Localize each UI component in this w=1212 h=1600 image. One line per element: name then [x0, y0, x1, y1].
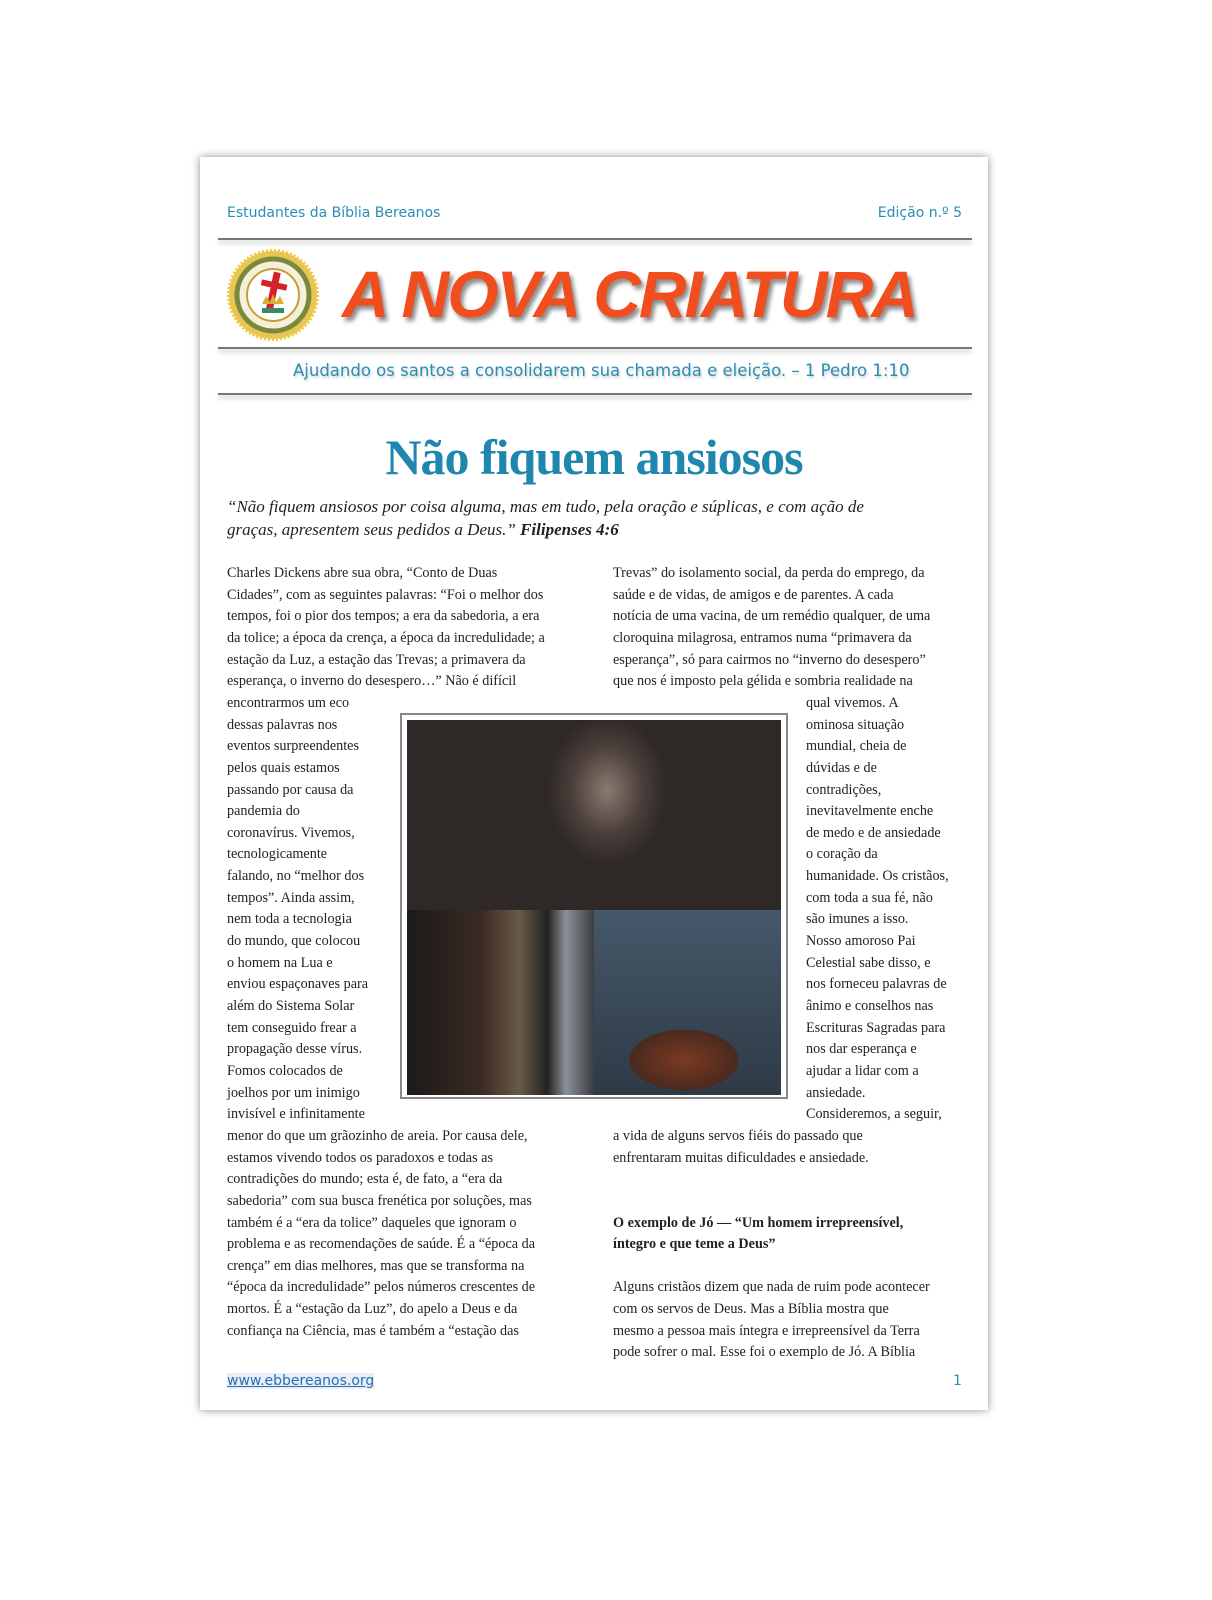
body-text-line: qual vivemos. A [806, 694, 899, 711]
masthead-title: A NOVA CRIATURA [342, 257, 917, 331]
body-text-line: o homem na Lua e [227, 954, 333, 971]
body-text-line: Escrituras Sagradas para [806, 1019, 946, 1036]
body-text-line: ânimo e conselhos nas [806, 998, 934, 1014]
page-number: 1 [953, 1373, 962, 1389]
body-text-line: tem conseguido frear a [227, 1019, 357, 1036]
body-text-line: enviou espaçonaves para [227, 976, 369, 993]
body-text-line: ajudar a lidar com a [806, 1062, 919, 1079]
body-text-line: são imunes a isso. [806, 911, 909, 928]
body-text-line: ansiedade. [806, 1084, 866, 1101]
body-text-line: além do Sistema Solar [227, 998, 355, 1014]
body-text-line: humanidade. Os cristãos, [806, 868, 949, 885]
body-text-line: pelos quais estamos [227, 759, 340, 776]
body-text-line: pode sofrer o mal. Esse foi o exemplo de Jó. A Bíblia [613, 1344, 916, 1361]
body-text-line: encontrarmos um eco [227, 694, 350, 711]
section-heading-line: O exemplo de Jó — “Um homem irrepreensível, [613, 1214, 904, 1231]
body-text-line: Cidades”, com as seguintes palavras: “Foi o melhor dos [227, 586, 544, 603]
organization-logo [226, 248, 320, 342]
body-text-line: contradições, [806, 781, 882, 798]
body-text-line: passando por causa da [227, 781, 354, 798]
body-text-line: mortos. É a “estação da Luz”, do apelo a Deus e da [227, 1301, 518, 1318]
body-text-line: inevitavelmente enche [806, 803, 934, 820]
body-text-line: Alguns cristãos dizem que nada de ruim pode acontecer [613, 1279, 930, 1296]
body-text-line: invisível e infinitamente [227, 1106, 365, 1123]
body-text-line: nos dar esperança e [806, 1041, 917, 1058]
body-text-line: Charles Dickens abre sua obra, “Conto de Duas [227, 565, 498, 581]
body-text-line: dúvidas e de [806, 759, 877, 776]
body-text-line: enfrentaram muitas dificuldades e ansiedade. [613, 1149, 869, 1166]
body-text-line: problema e as recomendações de saúde. É a “época da [227, 1236, 536, 1253]
body-text-line: esperança”, só para cairmos no “inverno do desespero” [613, 651, 926, 668]
body-text-line: notícia de uma vacina, de um remédio qualquer, de uma [613, 608, 931, 625]
body-text-line: joelhos por um inimigo [227, 1084, 360, 1101]
body-text-line: “época da incredulidade” pelos números crescentes de [227, 1279, 536, 1296]
edition-number: Edição n.º 5 [877, 205, 962, 221]
body-text-line: contradições do mundo; esta é, de fato, a “era da [227, 1171, 503, 1188]
body-text-line: da tolice; a época da crença, a época da incredulidade; a [227, 629, 545, 646]
body-text-line: tempos”. Ainda assim, [227, 889, 355, 906]
website-link[interactable]: www.ebbereanos.org [227, 1373, 375, 1389]
body-text-line: ominosa situação [806, 716, 905, 733]
body-text-line: Consideremos, a seguir, [806, 1106, 942, 1123]
body-text-line: mundial, cheia de [806, 738, 907, 755]
body-text-line: tecnologicamente [227, 846, 328, 863]
body-text-line: que nos é imposto pela gélida e sombria realidade na [613, 673, 913, 690]
body-text-line: a vida de alguns servos fiéis do passado que [613, 1127, 863, 1144]
article-image-collage [400, 713, 788, 1099]
body-text-line: Nosso amoroso Pai [806, 933, 916, 950]
body-text-line: falando, no “melhor dos [227, 868, 365, 885]
header-divider [218, 238, 972, 240]
body-text-line: confiança na Ciência, mas é também a “estação das [227, 1322, 519, 1339]
body-text-line: cloroquina milagrosa, entramos numa “primavera da [613, 629, 912, 646]
anxious-woman-photo [407, 720, 781, 910]
body-text-line: tempos, foi o pior dos tempos; a era da sabedoria, a era [227, 608, 540, 625]
article-title: Não fiquem ansiosos [385, 429, 803, 485]
body-text-line: com toda a sua fé, não [806, 889, 933, 906]
body-text-line: do mundo, que colocou [227, 933, 361, 950]
epigraph-line-2 [227, 520, 619, 540]
body-text-line: propagação desse vírus. [227, 1041, 363, 1058]
publisher-name: Estudantes da Bíblia Bereanos [227, 205, 441, 221]
body-text-line: nem toda a tecnologia [227, 911, 352, 928]
body-text-line: sabedoria” com sua busca frenética por soluções, mas [227, 1192, 532, 1209]
body-text-line: o coração da [806, 846, 878, 863]
body-text-line: crença” em dias melhores, mas que se transforma na [227, 1257, 525, 1274]
body-text-line: dessas palavras nos [227, 716, 338, 733]
body-text-line: Celestial sabe disso, e [806, 954, 931, 971]
body-text-line: também é a “era da tolice” daqueles que ignoram o [227, 1214, 517, 1231]
pensive-man-window-photo [407, 910, 594, 1095]
epigraph-line-1: “Não fiquem ansiosos por coisa alguma, mas em tudo, pela oração e súplicas, e com ação de [227, 497, 864, 516]
body-text-line: mesmo a pessoa mais íntegra e irrepreensível da Terra [613, 1322, 920, 1339]
body-text-line: estação da Luz, a estação das Trevas; a primavera da [227, 651, 526, 668]
body-text-line: com os servos de Deus. Mas a Bíblia mostra que [613, 1301, 889, 1318]
body-text-line: Trevas” do isolamento social, da perda do emprego, da [613, 565, 925, 581]
body-text-line: eventos surpreendentes [227, 738, 359, 755]
masthead-divider-bottom [218, 393, 972, 395]
masthead-divider-top [218, 347, 972, 349]
tagline: Ajudando os santos a consolidarem sua chamada e eleição. – 1 Pedro 1:10 [293, 361, 910, 380]
body-text-line: saúde e de vidas, de amigos e de parentes. A cada [613, 586, 894, 603]
epigraph-reference: Filipenses 4:6 [520, 520, 619, 539]
body-text-line: pandemia do [227, 803, 300, 820]
body-text-line: nos forneceu palavras de [806, 976, 947, 993]
body-text-line: estamos vivendo todos os paradoxos e todas as [227, 1149, 493, 1166]
epigraph-text: graças, apresentem seus pedidos a Deus.” [227, 520, 516, 539]
body-text-line: Fomos colocados de [227, 1062, 343, 1079]
body-text-line: menor do que um grãozinho de areia. Por causa dele, [227, 1127, 528, 1144]
body-text-line: coronavírus. Vivemos, [227, 824, 355, 841]
body-text-line: esperança, o inverno do desespero…” Não é difícil [227, 673, 517, 690]
section-heading-line: íntegro e que teme a Deus” [613, 1236, 776, 1253]
body-text-line: de medo e de ansiedade [806, 824, 941, 841]
man-on-armchair-photo [594, 910, 781, 1095]
